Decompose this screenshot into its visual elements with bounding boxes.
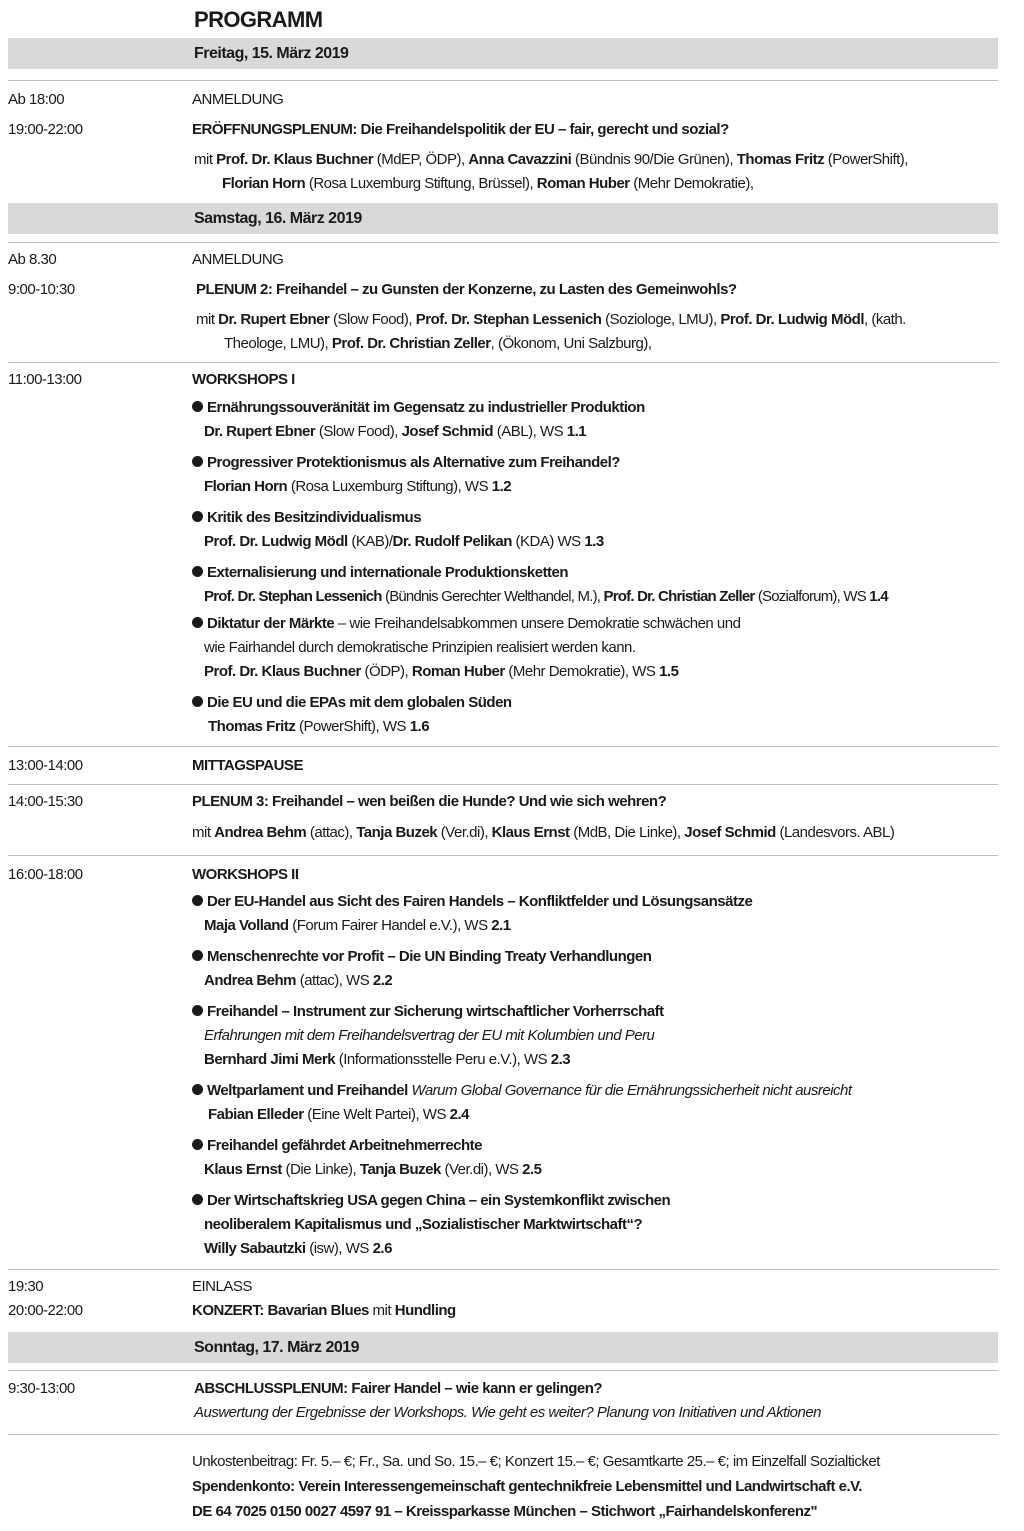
workshop-speakers [204,422,586,442]
text-segment: Thomas Fritz [736,151,825,168]
text-segment: (PowerShift), WS [295,718,410,735]
text-segment: Florian Horn [204,478,288,495]
text-segment: (MdB, Die Linke), [569,824,685,841]
text-segment: Prof. Dr. Christian Zeller [331,335,491,352]
workshop-title [192,1002,664,1022]
bullet-icon [192,696,203,707]
time-label: 13:00-14:00 [8,757,83,774]
text-segment: mit [194,151,217,168]
text-segment: Klaus Ernst [204,1161,282,1178]
workshop-title [192,563,568,583]
text-segment: (PowerShift), [824,151,908,168]
text-segment: Prof. Dr. Stephan Lessenich [204,588,382,605]
workshop-title [192,398,645,418]
event-title: ABSCHLUSSPLENUM: Fairer Handel – wie kann er gelingen? [194,1380,603,1397]
text-segment: (Informationsstelle Peru e.V.), WS [335,1051,551,1068]
workshop-title [192,1136,482,1156]
cost-info: Unkostenbeitrag: Fr. 5.– €; Fr., Sa. und So. 15.– €; Konzert 15.– €; Gesamtkarte 25.– €; im Einzelfall Sozialticket [192,1453,880,1470]
workshops-heading: WORKSHOPS II [192,866,299,883]
text-segment: Roman Huber [411,663,505,680]
bullet-icon [192,617,203,628]
text-segment: Prof. Dr. Ludwig Mödl [204,533,348,550]
text-segment: Tanja Buzek [356,824,438,841]
day-header-sunday [8,1332,998,1363]
day-header-saturday [8,203,998,234]
text-segment: KONZERT: Bavarian Blues [192,1302,369,1319]
text-segment: Progressiver Protektionismus als Alternative zum Freihandel? [207,454,620,471]
workshop-title [192,453,620,473]
text-segment: Bernhard Jimi Merk [204,1051,336,1068]
text-segment: , (kath. [864,311,906,328]
text-segment: 2.6 [372,1240,392,1257]
text-segment: 2.5 [522,1161,542,1178]
time-label: 11:00-13:00 [8,371,82,388]
text-segment: Dr. Rupert Ebner [204,423,316,440]
text-segment: (Eine Welt Partei), WS [303,1106,450,1123]
text-segment: Diktatur der Märkte [207,615,335,632]
text-segment: 2.1 [491,917,511,934]
text-segment: 1.5 [659,663,679,680]
bullet-icon [192,511,203,522]
lunch-break: MITTAGSPAUSE [192,757,303,774]
event-subtitle: Auswertung der Ergebnisse der Workshops. Wie geht es weiter? Planung von Initiativen und Aktionen [194,1404,822,1421]
time-label: Ab 8.30 [8,251,57,268]
donation-account: Spendenkonto: Verein Interessengemeinschaft gentechnikfreie Lebensmittel und Landwirtschaft e.V. [192,1478,862,1495]
text-segment: Prof. Dr. Klaus Buchner [216,151,374,168]
time-label: Ab 18:00 [8,91,65,108]
workshop-title [192,947,651,967]
text-segment: (Slow Food), [315,423,402,440]
text-segment: Der Wirtschaftskrieg USA gegen China – ein Systemkonflikt zwischen [207,1192,671,1209]
text-segment: Dr. Rudolf Pelikan [392,533,512,550]
text-segment: Prof. Dr. Stephan Lessenich [415,311,602,328]
text-segment: (ÖDP), [360,663,412,680]
text-segment: Josef Schmid [684,824,776,841]
time-label: 9:30-13:00 [8,1380,75,1397]
text-segment: 1.3 [584,533,604,550]
text-segment: 2.4 [449,1106,469,1123]
time-label: 16:00-18:00 [8,866,83,883]
text-segment: mit [196,311,219,328]
workshop-title [192,614,740,634]
speaker-line [196,310,906,330]
time-label: 14:00-15:30 [8,793,83,810]
text-segment: 1.4 [869,588,888,605]
text-segment: 1.1 [566,423,587,440]
text-segment: Externalisierung und internationale Produktionsketten [207,564,569,581]
time-label: 19:30 [8,1278,44,1295]
text-segment: Anna Cavazzini [468,151,572,168]
speaker-line [194,150,908,170]
divider [8,784,998,785]
workshop-title [192,1191,670,1211]
bullet-icon [192,895,203,906]
page-title: PROGRAMM [194,7,323,32]
text-segment: (ABL), WS [493,423,567,440]
workshop-title [192,1081,852,1101]
bullet-icon [192,401,203,412]
divider [8,746,998,747]
text-segment: (Ver.di), WS [440,1161,523,1178]
text-segment: (isw), WS [305,1240,373,1257]
divider [8,855,998,856]
time-label: 19:00-22:00 [8,121,83,138]
text-segment: Die EU und die EPAs mit dem globalen Süden [207,694,512,711]
text-segment: Willy Sabautzki [204,1240,306,1257]
workshop-speakers [204,662,678,682]
text-segment: (Sozialforum), WS [754,588,870,605]
text-segment: Roman Huber [536,175,630,192]
text-segment: Prof. Dr. Klaus Buchner [204,663,361,680]
text-segment: Andrea Behm [214,824,307,841]
workshops-heading: WORKSHOPS I [192,371,295,388]
text-segment: Andrea Behm [204,972,297,989]
text-segment: , (Ökonom, Uni Salzburg), [490,335,652,352]
speaker-line [224,334,652,354]
event-title: PLENUM 2: Freihandel – zu Gunsten der Konzerne, zu Lasten des Gemeinwohls? [196,281,737,298]
bullet-icon [192,1194,203,1205]
workshop-speakers [204,971,392,991]
event-title: ERÖFFNUNGSPLENUM: Die Freihandelspolitik der EU – fair, gerecht und sozial? [192,121,729,138]
text-segment: (KDA) WS [511,533,585,550]
event-registration: ANMELDUNG [192,251,284,268]
text-segment: (KAB)/ [347,533,393,550]
workshop-speakers [208,1105,469,1125]
text-segment: Thomas Fritz [208,718,296,735]
text-segment: Prof. Dr. Ludwig Mödl [720,311,864,328]
bullet-icon [192,456,203,467]
text-segment: – wie Freihandelsabkommen unsere Demokratie schwächen und [334,615,741,632]
day-label: Samstag, 16. März 2019 [194,210,362,227]
event-title: PLENUM 3: Freihandel – wen beißen die Hunde? Und wie sich wehren? [192,793,667,810]
speaker-line [222,174,753,194]
text-segment: Der EU-Handel aus Sicht des Fairen Handels – Konfliktfelder und Lösungsansätze [207,893,753,910]
text-segment: Theologe, LMU), [224,335,332,352]
text-segment: Josef Schmid [401,423,494,440]
text-segment: Tanja Buzek [359,1161,441,1178]
workshop-speakers [204,532,604,552]
text-segment: (attac), WS [296,972,373,989]
bullet-icon [192,950,203,961]
text-segment: (Mehr Demokratie), WS [504,663,660,680]
text-segment: Prof. Dr. Christian Zeller [603,588,755,605]
text-segment: 2.2 [372,972,393,989]
day-header-friday [8,38,998,69]
text-segment: 1.2 [491,478,512,495]
event-concert [192,1301,456,1321]
text-segment: Menschenrechte vor Profit – Die UN Binding Treaty Verhandlungen [207,948,652,965]
text-segment: Weltparlament und Freihandel [207,1082,408,1099]
speaker-line [192,823,894,843]
text-segment: Fabian Elleder [208,1106,304,1123]
text-segment: mit [368,1302,395,1319]
text-segment: (Landesvors. ABL) [775,824,895,841]
workshop-title-cont: neoliberalem Kapitalismus und „Sozialistischer Marktwirtschaft“? [204,1216,643,1233]
bullet-icon [192,1084,203,1095]
text-segment: mit [192,824,215,841]
text-segment: Dr. Rupert Ebner [218,311,330,328]
text-segment: (Bündnis Gerechter Welthandel, M.), [381,588,604,605]
bullet-icon [192,1139,203,1150]
text-segment: Ernährungssouveränität im Gegensatz zu industrieller Produktion [207,399,645,416]
time-label: 9:00-10:30 [8,281,75,298]
day-label: Freitag, 15. März 2019 [194,45,349,62]
event-registration: ANMELDUNG [192,91,284,108]
divider [8,80,998,81]
divider [8,242,998,243]
text-segment: (Mehr Demokratie), [629,175,754,192]
text-segment: (attac), [306,824,357,841]
text-segment: (MdEP, ÖDP), [373,151,469,168]
text-segment: (Die Linke), [281,1161,360,1178]
workshop-speakers [204,1050,570,1070]
workshop-title [192,892,752,912]
workshop-speakers [204,1239,392,1259]
workshop-subtitle: Erfahrungen mit dem Freihandelsvertrag der EU mit Kolumbien und Peru [204,1027,655,1044]
divider [8,1434,998,1435]
text-segment: (Bündnis 90/Die Grünen), [571,151,737,168]
text-segment: 2.3 [550,1051,571,1068]
bullet-icon [192,1005,203,1016]
text-segment: (Rosa Luxemburg Stiftung, Brüssel), [305,175,537,192]
workshop-description: wie Fairhandel durch demokratische Prinzipien realisiert werden kann. [204,639,636,656]
text-segment: 1.6 [409,718,430,735]
divider [8,1269,998,1270]
text-segment: Hundling [394,1302,456,1319]
iban-line: DE 64 7025 0150 0027 4597 91 – Kreissparkasse München – Stichwort „Fairhandelskonferenz" [192,1503,818,1520]
text-segment: Maja Volland [204,917,289,934]
text-segment: (Slow Food), [329,311,416,328]
event-admission: EINLASS [192,1278,252,1295]
text-segment: Florian Horn [222,175,306,192]
workshop-title [192,693,512,713]
text-segment: (Rosa Luxemburg Stiftung), WS [287,478,492,495]
workshop-speakers [204,477,511,497]
text-segment: Warum Global Governance für die Ernährungssicherheit nicht ausreicht [407,1082,852,1099]
divider [8,1370,998,1371]
workshop-speakers [204,587,888,607]
day-label: Sonntag, 17. März 2019 [194,1339,360,1356]
workshop-title [192,508,421,528]
text-segment: Freihandel – Instrument zur Sicherung wirtschaftlicher Vorherrschaft [207,1003,664,1020]
text-segment: (Soziologe, LMU), [601,311,721,328]
bullet-icon [192,566,203,577]
text-segment: (Ver.di), [437,824,492,841]
text-segment: (Forum Fairer Handel e.V.), WS [288,917,492,934]
workshop-speakers [204,1160,542,1180]
workshop-speakers [204,916,511,936]
time-label: 20:00-22:00 [8,1302,83,1319]
workshop-speakers [208,717,429,737]
text-segment: Freihandel gefährdet Arbeitnehmerrechte [207,1137,483,1154]
text-segment: Klaus Ernst [491,824,570,841]
text-segment: Kritik des Besitzindividualismus [207,509,422,526]
divider [8,362,998,363]
